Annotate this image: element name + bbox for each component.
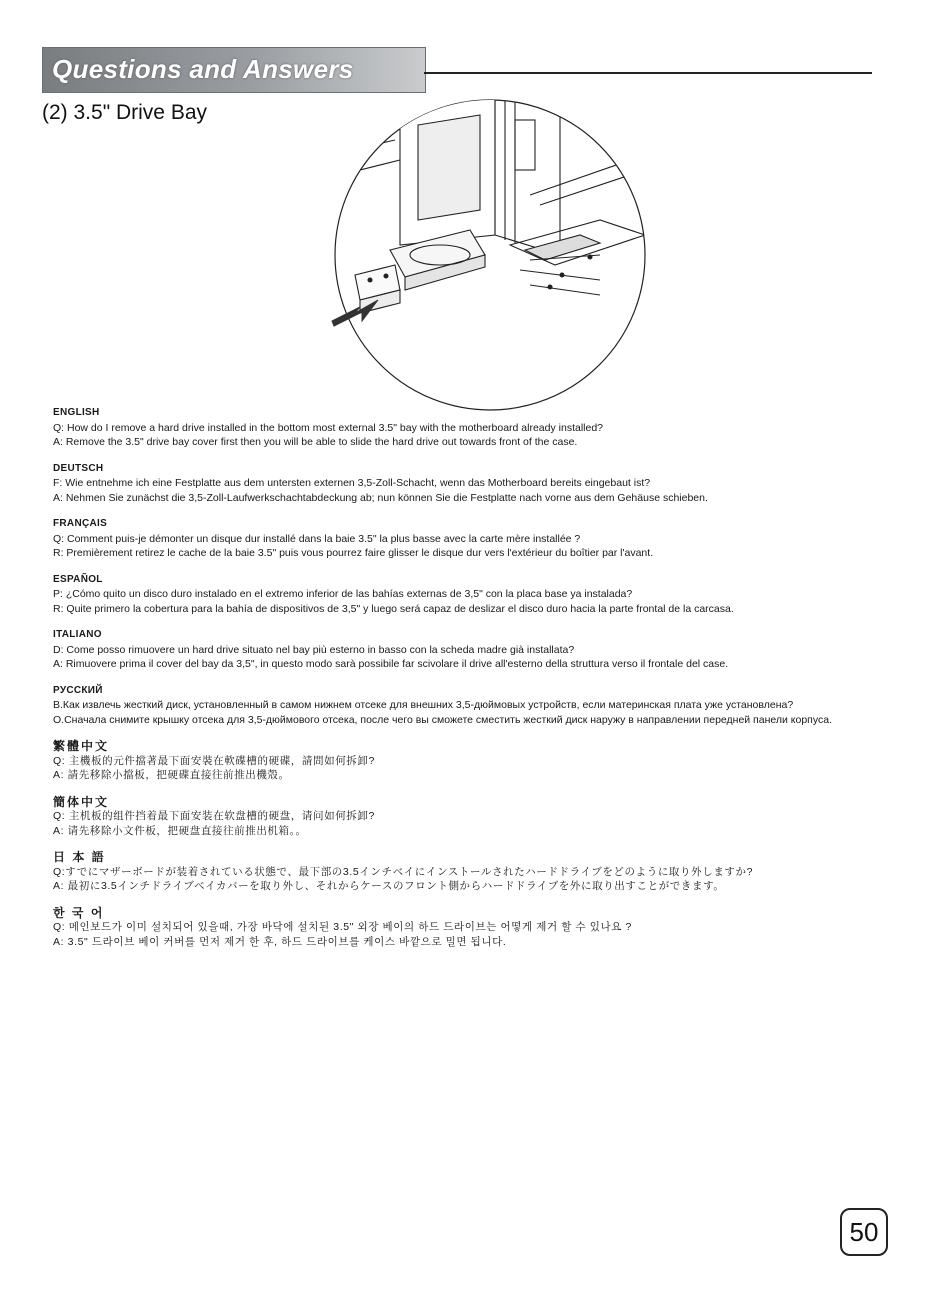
language-heading: 繁體中文 [53, 739, 110, 753]
qa-simplified-chinese [53, 795, 868, 839]
question-text: Q: 主机板的组件挡着最下面安装在软盘槽的硬盘，请问如何拆卸? [53, 810, 375, 822]
qa-traditional-chinese [53, 739, 868, 783]
qa-francais [53, 517, 868, 561]
question-text: D: Come posso rimuovere un hard drive situato nel bay più esterno in basso con la scheda madre già installata? [53, 643, 575, 656]
language-heading: ESPAÑOL [53, 573, 103, 585]
question-text: Q: 메인보드가 이미 설치되어 있을때, 가장 바닥에 설치된 3.5" 외장 베이의 하드 드라이브는 어떻게 제거 할 수 있나요 ? [53, 921, 632, 933]
drive-bay-illustration [300, 95, 650, 420]
language-heading: FRANÇAIS [53, 518, 108, 529]
answer-text: A: 请先移除小文件板，把硬盘直接往前推出机箱。。 [53, 824, 307, 837]
answer-text: A: Rimuovere prima il cover del bay da 3,5", in questo modo sarà possibile far scivolare il drive all'esterno della struttura verso il frontale del case. [53, 658, 729, 670]
language-heading: ITALIANO [53, 629, 102, 640]
language-heading: ENGLISH [53, 407, 100, 418]
answer-text: О.Сначала снимите крышку отсека для 3,5-дюймового отсека, после чего вы сможете сместить жесткий диск наружу в направлении передней панели корпуса. [53, 713, 832, 726]
header-rule [424, 72, 872, 74]
language-heading: 簡体中文 [53, 794, 110, 809]
question-text: Q: Comment puis-je démonter un disque dur installé dans la baie 3.5" la plus basse avec la carte mère installée ? [53, 532, 581, 545]
answer-text: A: Remove the 3.5" drive bay cover first then you will be able to slide the hard drive out towards front of the case. [53, 436, 578, 448]
page-number: 50 [840, 1208, 888, 1256]
question-text: Q:すでにマザーボードが装着されている状態で、最下部の3.5インチベイにインストールされたハードドライブをどのように取り外しますか? [53, 865, 754, 878]
language-heading: DEUTSCH [53, 462, 104, 474]
qa-espanol [53, 573, 868, 617]
language-heading: РУССКИЙ [53, 684, 103, 696]
banner-title: Questions and Answers [52, 54, 354, 84]
answer-text: A: 3.5" 드라이브 베이 커버를 먼저 제거 한 후, 하드 드라이브를 케이스 바깥으로 밀면 됩니다. [53, 935, 507, 948]
question-text: Q: How do I remove a hard drive installed in the bottom most external 3.5" bay with the motherboard already installed? [53, 421, 604, 434]
section-title: (2) 3.5" Drive Bay [42, 101, 208, 124]
qa-japanese [53, 850, 868, 894]
question-text: P: ¿Cómo quito un disco duro instalado en el extremo inferior de las bahías externas de 3,5" con la placa base ya instalada? [53, 588, 633, 600]
answer-text: A: 請先移除小擋板，把硬碟直接往前推出機殼。 [53, 769, 290, 781]
language-heading: 한 국 어 [53, 905, 105, 920]
qa-content [53, 406, 868, 961]
qa-english [53, 406, 868, 450]
answer-text: A: 最初に3.5インチドライブベイカバーを取り外し、それからケースのフロント側からハードドライブを外に取り出すことができます。 [53, 880, 725, 892]
question-text: F: Wie entnehme ich eine Festplatte aus dem untersten externen 3,5-Zoll-Schacht, wenn das Motherboard bereits eingebaut ist? [53, 477, 651, 489]
qa-deutsch [53, 462, 868, 506]
qa-korean [53, 906, 868, 950]
qa-italiano [53, 628, 868, 672]
question-text: Q: 主機板的元件擋著最下面安裝在軟碟槽的硬碟，請問如何拆卸? [53, 754, 375, 767]
answer-text: R: Quite primero la cobertura para la bahía de dispositivos de 3,5" y luego será capaz de deslizar el disco duro hacia la parte frontal de la carcasa. [53, 602, 734, 615]
question-text: В.Как извлечь жесткий диск, установленный в самом нижнем отсеке для внешних 3,5-дюймовых устройств, если материнская плата уже установлена? [53, 699, 794, 711]
section-banner [42, 47, 426, 93]
answer-text: R: Premièrement retirez le cache de la baie 3.5" puis vous pourrez faire glisser le disque dur vers l'extérieur du boîtier par l'avant. [53, 547, 654, 559]
qa-russian [53, 684, 868, 728]
answer-text: A: Nehmen Sie zunächst die 3,5-Zoll-Laufwerkschachtabdeckung ab; nun können Sie die Festplatte nach vorne aus dem Gehäuse schieben. [53, 491, 708, 504]
language-heading: 日 本 語 [53, 850, 106, 864]
